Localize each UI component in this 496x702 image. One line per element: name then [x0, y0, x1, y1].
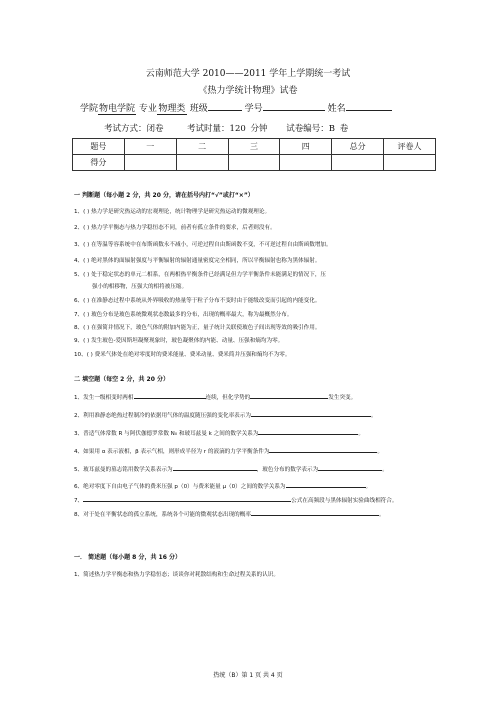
judge-item-8: 8、( ) 在强简并情况下，玻色气体的附加内能为正，量子统计关联使玻色子间出现等效的吸引作用。: [74, 325, 321, 331]
paper-number: 试卷编号：B 卷: [286, 124, 349, 134]
score-header-cell: 一: [124, 139, 176, 155]
score-header-cell: 二: [176, 139, 228, 155]
fill-item-3: 3、普适气体常数 R 与阿伏伽德罗常数 N₀ 和玻耳兹曼 k 之间的数学关系为 。: [74, 428, 364, 437]
judge-item-7: 7、( ) 玻色分布是玻色系统微观状态数最多的分布，出现的概率最大，称为最概然分布。: [74, 312, 293, 318]
fill-blank[interactable]: [269, 446, 377, 453]
score-header-cell: 三: [228, 139, 280, 155]
fill-blank[interactable]: [250, 392, 328, 399]
score-cell[interactable]: [124, 155, 176, 171]
score-header-cell: 总分: [332, 139, 384, 155]
fill-blank[interactable]: [251, 509, 379, 516]
fill-item-2: 2、利用准静态绝热过程制冷的依据用气体的温度随压强的变化率表示为 。: [74, 410, 377, 419]
exam-subtitle: 《热力学统计物理》试卷: [198, 86, 298, 96]
exam-meta: [104, 122, 348, 134]
score-header-cell: 评卷人: [384, 139, 436, 155]
student-id-label: 学号: [244, 104, 263, 114]
fill-item-5: 5、玻耳兹曼的墓志铭用数学关系表示为 ，玻色分布的数学表示为 。: [74, 464, 388, 473]
major-field[interactable]: 物理类: [157, 101, 187, 115]
judge-item-2: 2、( ) 热力学平衡态与热力学稳恒态不同，前者有孤立条件的要求，后者则没有。: [74, 225, 276, 231]
fill-item-8: 8、对于处在平衡状态的孤立系统，系统各个可能的微观状态出现的概率 。: [74, 509, 385, 518]
judge-item-9: 9、( ) 发生玻色-爱因斯坦凝聚现象时，玻色凝聚体的内能、动量、压强和熵均为零。: [74, 338, 284, 344]
student-id-field[interactable]: [263, 110, 325, 111]
judge-item-6: 6、( ) 在准静态过程中系统从外界吸收的热量等于粒子分布不变时由于能级改变而引起的内能变化。: [74, 298, 321, 304]
score-row-label: 得分: [73, 155, 125, 171]
section3-title: 一． 简述题（每小题 8 分，共 16 分）: [74, 554, 181, 561]
score-cell[interactable]: [176, 155, 228, 171]
student-info-row: [80, 101, 392, 115]
section1-title: 一 判断题（每小题 2 分，共 20 分，请在括号内打“√”或打“×”）: [74, 192, 254, 199]
score-header-cell: 题号: [73, 139, 125, 155]
score-header-cell: 四: [280, 139, 332, 155]
class-label: 班级: [189, 104, 208, 114]
exam-mode: 考试方式：闭卷: [104, 124, 164, 134]
exam-title: 云南师范大学 2010——2011 学年上学期统一考试: [145, 69, 351, 79]
judge-item-1: 1、( ) 热力学是研究热运动的宏观理论，统计物理学是研究热运动的微观理论。: [74, 209, 271, 215]
class-field[interactable]: [208, 110, 242, 111]
exam-time: 考试时量：120 分钟: [187, 124, 268, 134]
judge-item-3: 3、( ) 在等温等容系统中在布斯函数永不减小，可逆过程自由斯函数不变，不可逆过程自由斯函数增加。: [74, 242, 332, 248]
score-table-row: [73, 155, 436, 171]
fill-blank[interactable]: [83, 495, 291, 502]
fill-item-6: 6、绝对零度下自由电子气体的费米压强 p（0）与费米能量 μ（0）之间的数学关系为 。: [74, 481, 371, 490]
score-cell[interactable]: [280, 155, 332, 171]
fill-blank[interactable]: [134, 392, 206, 399]
fill-blank[interactable]: [286, 481, 366, 488]
score-table: [72, 138, 436, 171]
score-cell[interactable]: [228, 155, 280, 171]
fill-blank[interactable]: [318, 464, 382, 471]
score-table-header-row: [73, 139, 436, 155]
judge-item-10: 10、( ) 费米气体处在绝对零度时的费米能量、费米动量、费米简并压强和熵均不为零。: [74, 352, 291, 358]
fill-blank[interactable]: [258, 428, 358, 435]
section2-title: 二 填空题（每空 2 分，共 20 分）: [74, 376, 169, 383]
fill-item-1: 1、发生一级相变时两相 连续，但化学势的 发生突变。: [74, 392, 356, 401]
major-label: 专业: [138, 104, 157, 114]
judge-item-4: 4、( ) 绝对黑体的面辐射强度与平衡辐射的辐射通量密度完全相同，所以平衡辐射也称为黑体辐射。: [74, 258, 321, 264]
judge-item-5-cont: 强小的相移物，压强大的相将被压缩。: [92, 284, 188, 290]
name-field[interactable]: [346, 110, 392, 111]
score-cell[interactable]: [332, 155, 384, 171]
name-label: 姓名: [327, 104, 346, 114]
fill-blank[interactable]: [173, 464, 257, 471]
fill-item-7: 7、 公式在高频段与黑体辐射实验曲线相符合。: [74, 495, 397, 504]
college-field[interactable]: 物电学院: [98, 101, 136, 115]
page-footer: 热统（B）第 1 页 共 4 页: [213, 672, 283, 679]
short-answer-item-1: 1、简述热力学平衡态和热力学稳恒态；谈谈你对耗散结构和生命过程关系的认识。: [74, 572, 279, 578]
score-cell[interactable]: [384, 155, 436, 171]
fill-blank[interactable]: [251, 410, 371, 417]
college-label: 学院: [80, 104, 99, 114]
judge-item-5: 5、( ) 处于稳定状态的单元二相系，在两相热平衡条件已经满足但力学平衡条件未能满足的情况下，压: [74, 272, 327, 278]
fill-item-4: 4、如果用 α 表示液相，β 表示气相，则形成半径为 r 的液滴的力学平衡条件为 。: [74, 446, 383, 455]
